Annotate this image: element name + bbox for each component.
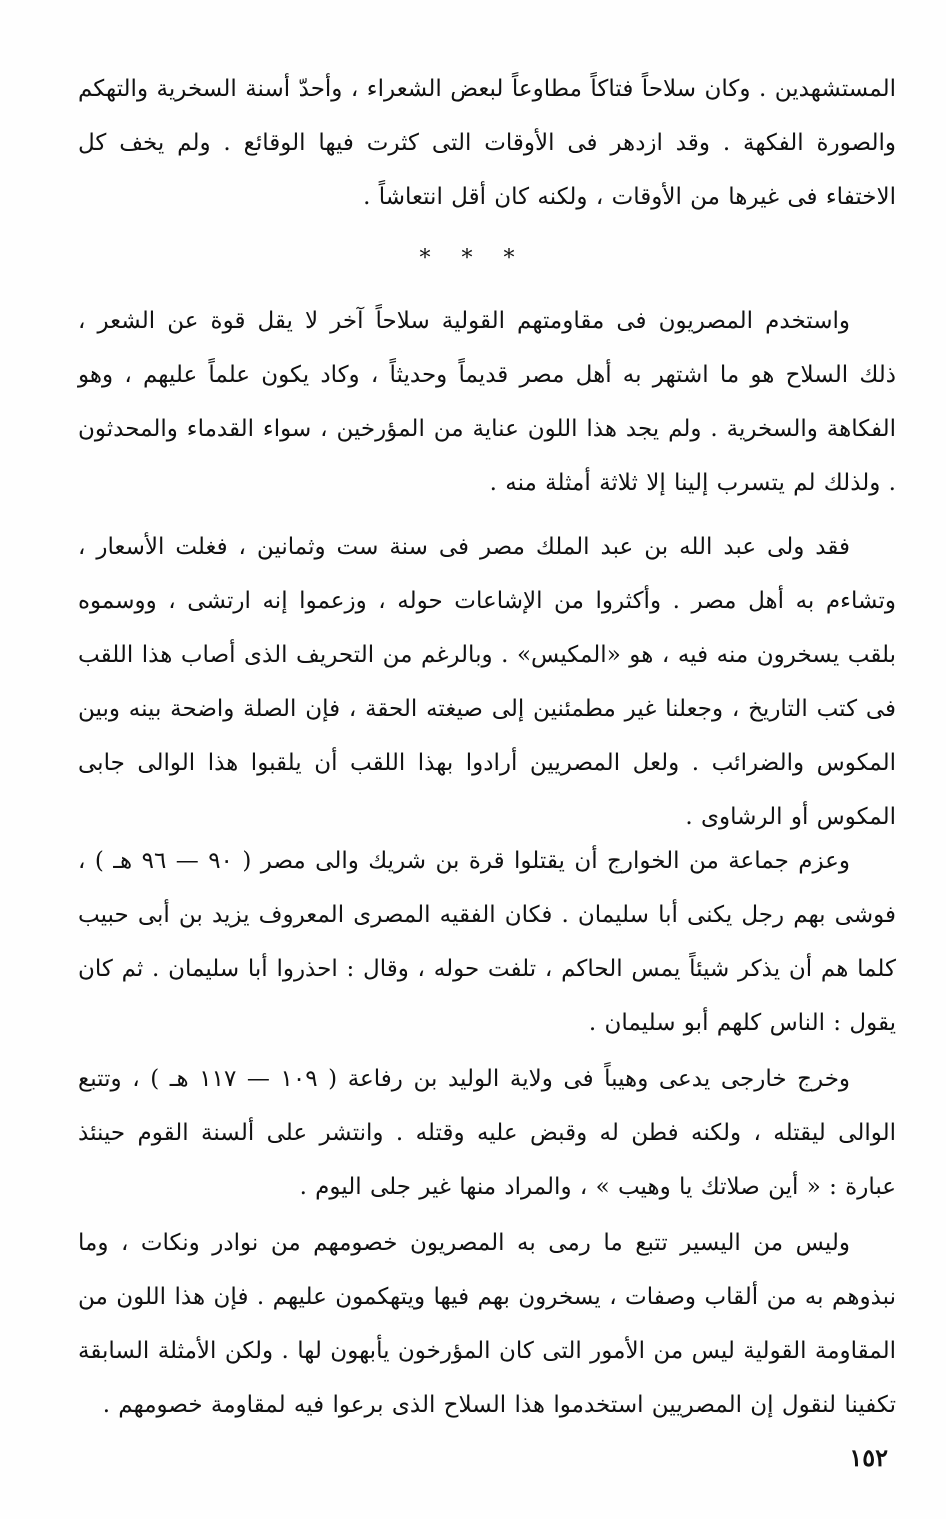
section-separator: * * * <box>419 246 527 271</box>
paragraph-conclusion: وليس من اليسير تتبع ما رمى به المصريون خصومهم من نوادر ونكات ، وما نبذوهم به من ألقاب وصفات ، يسخرون بهم فيها ويتهكمون عليهم . فإن هذا اللون من المقاومة القولية ليس من الأمور التى كان المؤرخون يأبهون لها . ولكن الأمثلة السابقة تكفينا لنقول إن المصريين استخدموا هذا السلاح الذى برعوا فيه لمقاومة خصومهم . <box>78 1230 896 1418</box>
paragraph-abu-sulayman: وعزم جماعة من الخوارج أن يقتلوا قرة بن شريك والى مصر ( ٩٠ — ٩٦ هـ ) ، فوشى بهم رجل يكنى أبا سليمان . فكان الفقيه المصرى المعروف يزيد بن أبى حبيب كلما هم أن يذكر شيئاً يمس الحاكم ، تلفت حوله ، وقال : احذروا أبا سليمان . ثم كان يقول : الناس كلهم أبو سليمان . <box>78 848 896 1036</box>
paragraph-humor-intro: واستخدم المصريون فى مقاومتهم القولية سلاحاً آخر لا يقل قوة عن الشعر ، ذلك السلاح هو ما اشتهر به أهل مصر قديماً وحديثاً ، وكاد يكون علماً عليهم ، وهو الفكاهة والسخرية . ولم يجد هذا اللون عناية من المؤرخين ، سواء القدماء والمحدثون . ولذلك لم يتسرب إلينا إلا ثلاثة أمثلة منه . <box>78 308 896 496</box>
paragraph-continuation: المستشهدين . وكان سلاحاً فتاكاً مطاوعاً لبعض الشعراء ، وأحدّ أسنة السخرية والتهكم والصورة الفكهة . وقد ازدهر فى الأوقات التى كثرت فيها الوقائع . ولم يخف كل الاختفاء فى غيرها من الأوقات ، ولكنه كان أقل انتعاشاً . <box>78 76 896 210</box>
paragraph-almukayyis: فقد ولى عبد الله بن عبد الملك مصر فى سنة ست وثمانين ، فغلت الأسعار ، وتشاءم به أهل مصر . وأكثروا من الإشاعات حوله ، وزعموا إنه ارتشى ، ووسموه بلقب يسخرون منه فيه ، هو «المكيس» . وبالرغم من التحريف الذى أصاب هذا اللقب فى كتب التاريخ ، وجعلنا غير مطمئنين إلى صيغته الحقة ، فإن الصلة واضحة بينه وبين المكوس والضرائب . ولعل المصريين أرادوا بهذا اللقب أن يلقبوا هذا الوالى جابى المكوس أو الرشاوى . <box>78 534 896 830</box>
paragraph-wuhayb: وخرج خارجى يدعى وهيباً فى ولاية الوليد بن رفاعة ( ١٠٩ — ١١٧ هـ ) ، وتتبع الوالى ليقتله ، ولكنه فطن له وقبض عليه وقتله . وانتشر على ألسنة القوم حينئذ عبارة : « أين صلاتك يا وهيب » ، والمراد منها غير جلى اليوم . <box>78 1066 896 1200</box>
page-number: ١٥٢ <box>849 1443 888 1472</box>
